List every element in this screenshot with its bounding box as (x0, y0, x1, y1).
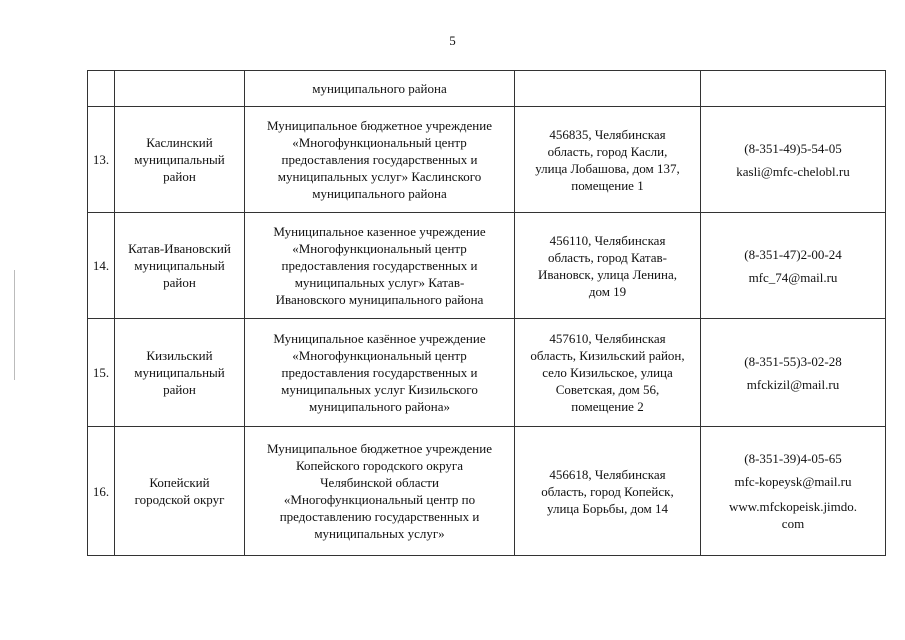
district-line: район (163, 275, 196, 290)
address-line: дом 19 (588, 283, 627, 299)
page-number: 5 (449, 33, 456, 48)
address-line: область, город Касли, (547, 143, 668, 159)
district-cell (115, 319, 245, 427)
contacts-cell (701, 427, 886, 556)
contacts-cell (701, 107, 886, 213)
phone-text: (8-351-55)3-02-28 (744, 353, 842, 369)
address-line: область, город Копейск, (541, 483, 674, 499)
address-line: 456618, Челябинская (549, 466, 666, 482)
scan-edge-line (14, 270, 15, 380)
organization-line: «Многофункциональный центр (292, 348, 467, 363)
address-line: Советская, дом 56, (555, 382, 660, 397)
organization-line: предоставления государственных и (281, 365, 478, 380)
organization-line: муниципальных услуг» Катав- (294, 275, 465, 290)
address-cell (515, 107, 701, 213)
organization-line: «Многофункциональный центр (292, 135, 467, 150)
address-line: 456835, Челябинская (549, 126, 666, 142)
phone-text: (8-351-47)2-00-24 (744, 246, 842, 262)
address-line: область, Кизильский район, (530, 348, 685, 363)
organization-line: предоставлению государственных и (279, 509, 480, 524)
organization-line: «Многофункциональный центр по (283, 492, 476, 507)
website-link[interactable] (704, 498, 882, 532)
district-line: Копейский (149, 475, 210, 490)
organization-line: Копейского городского округа (295, 458, 464, 473)
organization-line: предоставления государственных и (281, 258, 478, 273)
district-line: муниципальный (134, 152, 225, 167)
email-link[interactable]: kasli@mfc-chelobl.ru (736, 163, 850, 179)
district-cell (115, 427, 245, 556)
organization-line: муниципальных услуг Кизильского (281, 382, 478, 397)
district-line: муниципальный (134, 258, 225, 273)
organization-line: Челябинской области (320, 475, 439, 490)
table-row (88, 213, 886, 319)
district-line: Каслинский (146, 135, 213, 150)
number-cell: 16. (88, 427, 115, 556)
organization-line: «Многофункциональный центр (292, 241, 467, 256)
district-line: район (163, 382, 196, 397)
address-line: 456110, Челябинская (549, 232, 666, 248)
number-cell (88, 71, 115, 107)
address-cell (515, 71, 701, 107)
organization-line: Ивановского муниципального района (275, 292, 484, 307)
table-row (88, 107, 886, 213)
table-row (88, 427, 886, 556)
number-cell: 15. (88, 319, 115, 427)
address-cell (515, 213, 701, 319)
district-cell (115, 213, 245, 319)
district-cell (115, 107, 245, 213)
address-line: улица Борьбы, дом 14 (547, 500, 668, 516)
website-line: com (781, 516, 805, 531)
email-link[interactable]: mfckizil@mail.ru (746, 376, 840, 392)
organization-cell (245, 319, 515, 427)
district-cell (115, 71, 245, 107)
district-line: район (163, 169, 196, 184)
email-link[interactable]: mfc-kopeysk@mail.ru (734, 474, 852, 489)
website-line: www.mfckopeisk.jimdo. (728, 499, 858, 514)
address-line: помещение 2 (571, 399, 644, 414)
organization-line: предоставления государственных и (281, 152, 478, 167)
organization-cell (245, 213, 515, 319)
organization-line: муниципальных услуг» (314, 526, 445, 541)
email-link[interactable]: mfc_74@mail.ru (748, 269, 838, 285)
table-row-continuation (88, 71, 886, 107)
address-line: область, город Катав- (548, 249, 667, 265)
district-line: Кизильский (146, 348, 213, 363)
address-line: село Кизильское, улица (542, 365, 673, 380)
organization-line: Муниципальное казенное учреждение (273, 224, 486, 239)
district-line: городской округ (134, 492, 225, 507)
contacts-cell (701, 213, 886, 319)
organization-line: муниципального района» (309, 399, 450, 414)
table-row (88, 319, 886, 427)
phone-text: (8-351-49)5-54-05 (744, 140, 842, 156)
address-line: Ивановск, улица Ленина, (538, 266, 677, 282)
address-line: улица Лобашова, дом 137, (535, 160, 680, 176)
organization-line: Муниципальное бюджетное учреждение (267, 118, 492, 133)
organization-line: Муниципальное бюджетное учреждение (267, 441, 492, 456)
organization-line: муниципального района (312, 186, 447, 201)
organization-line: муниципальных услуг» Каслинского (277, 169, 482, 184)
organization-line: Муниципальное казённое учреждение (273, 331, 486, 346)
number-cell: 14. (88, 213, 115, 319)
district-line: Катав-Ивановский (128, 241, 231, 256)
number-cell: 13. (88, 107, 115, 213)
address-line: 457610, Челябинская (549, 331, 666, 346)
address-cell (515, 427, 701, 556)
organization-cell (245, 427, 515, 556)
organization-cell (245, 107, 515, 213)
address-line: помещение 1 (571, 177, 644, 193)
organization-cell: муниципального района (245, 71, 515, 107)
address-cell (515, 319, 701, 427)
phone-text: (8-351-39)4-05-65 (744, 451, 842, 466)
mfc-table (87, 70, 886, 556)
contacts-cell (701, 319, 886, 427)
contacts-cell (701, 71, 886, 107)
district-line: муниципальный (134, 365, 225, 380)
